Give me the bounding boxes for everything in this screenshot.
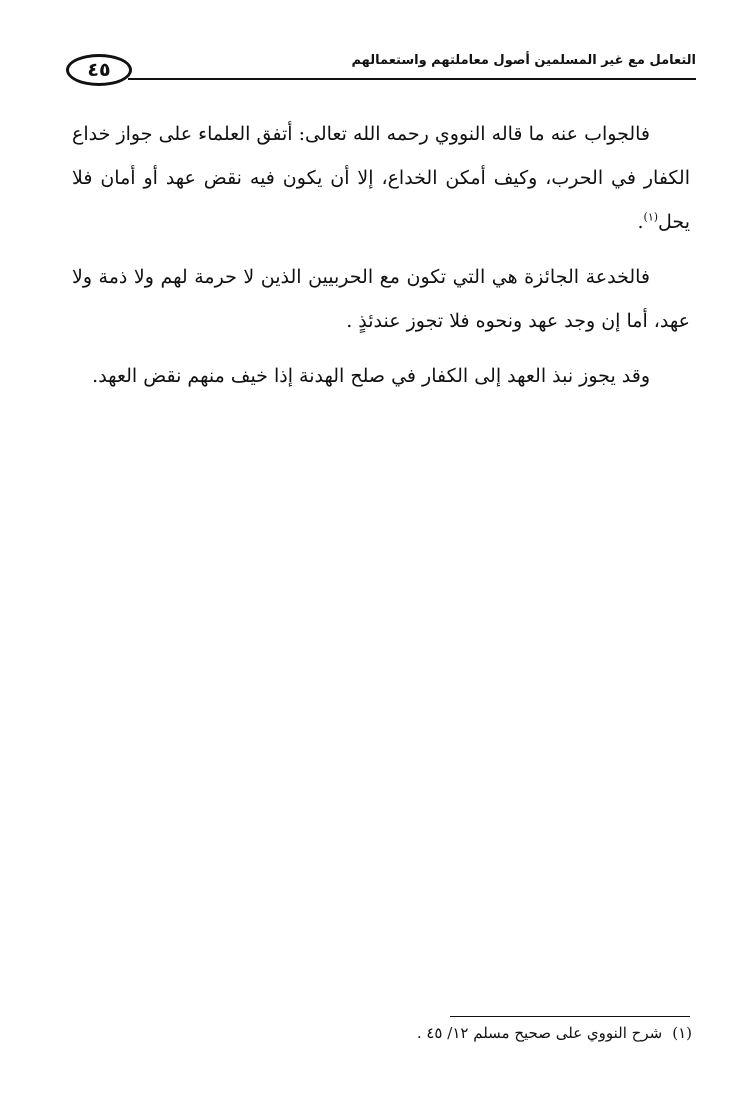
paragraph: فالخدعة الجائزة هي التي تكون مع الحربيين الذين لا حرمة لهم ولا ذمة ولا عهد، أما إن وجد عهد ونحوه فلا تجوز عندئذٍ .: [72, 266, 690, 332]
paragraph-text: فالجواب عنه ما قاله النووي رحمه الله تعالى: أتفق العلماء على جواز خداع الكفار في الحرب، وكيف أمكن الخداع، إلا أن يكون فيه نقض عهد أو أمان فلا يحل: [72, 123, 690, 233]
running-header: [62, 48, 696, 92]
paragraph-end-mark: .: [637, 211, 644, 233]
footnote-separator: [450, 1016, 690, 1017]
paragraph: [72, 112, 690, 244]
main-text: [72, 112, 690, 409]
page-number: ٤٥: [66, 54, 132, 86]
header-rule: [128, 78, 696, 80]
footnote-reference: (١): [643, 210, 659, 224]
paragraph: وقد يجوز نبذ العهد إلى الكفار في صلح الهدنة إذا خيف منهم نقض العهد.: [92, 365, 650, 387]
header-title: التعامل مع غير المسلمين أصول معاملتهم واستعمالهم: [351, 53, 696, 68]
footnote: [417, 1024, 692, 1042]
footnote-text: شرح النووي على صحيح مسلم ١٢/ ٤٥ .: [416, 1024, 663, 1042]
footnote-number: (١): [672, 1024, 692, 1042]
